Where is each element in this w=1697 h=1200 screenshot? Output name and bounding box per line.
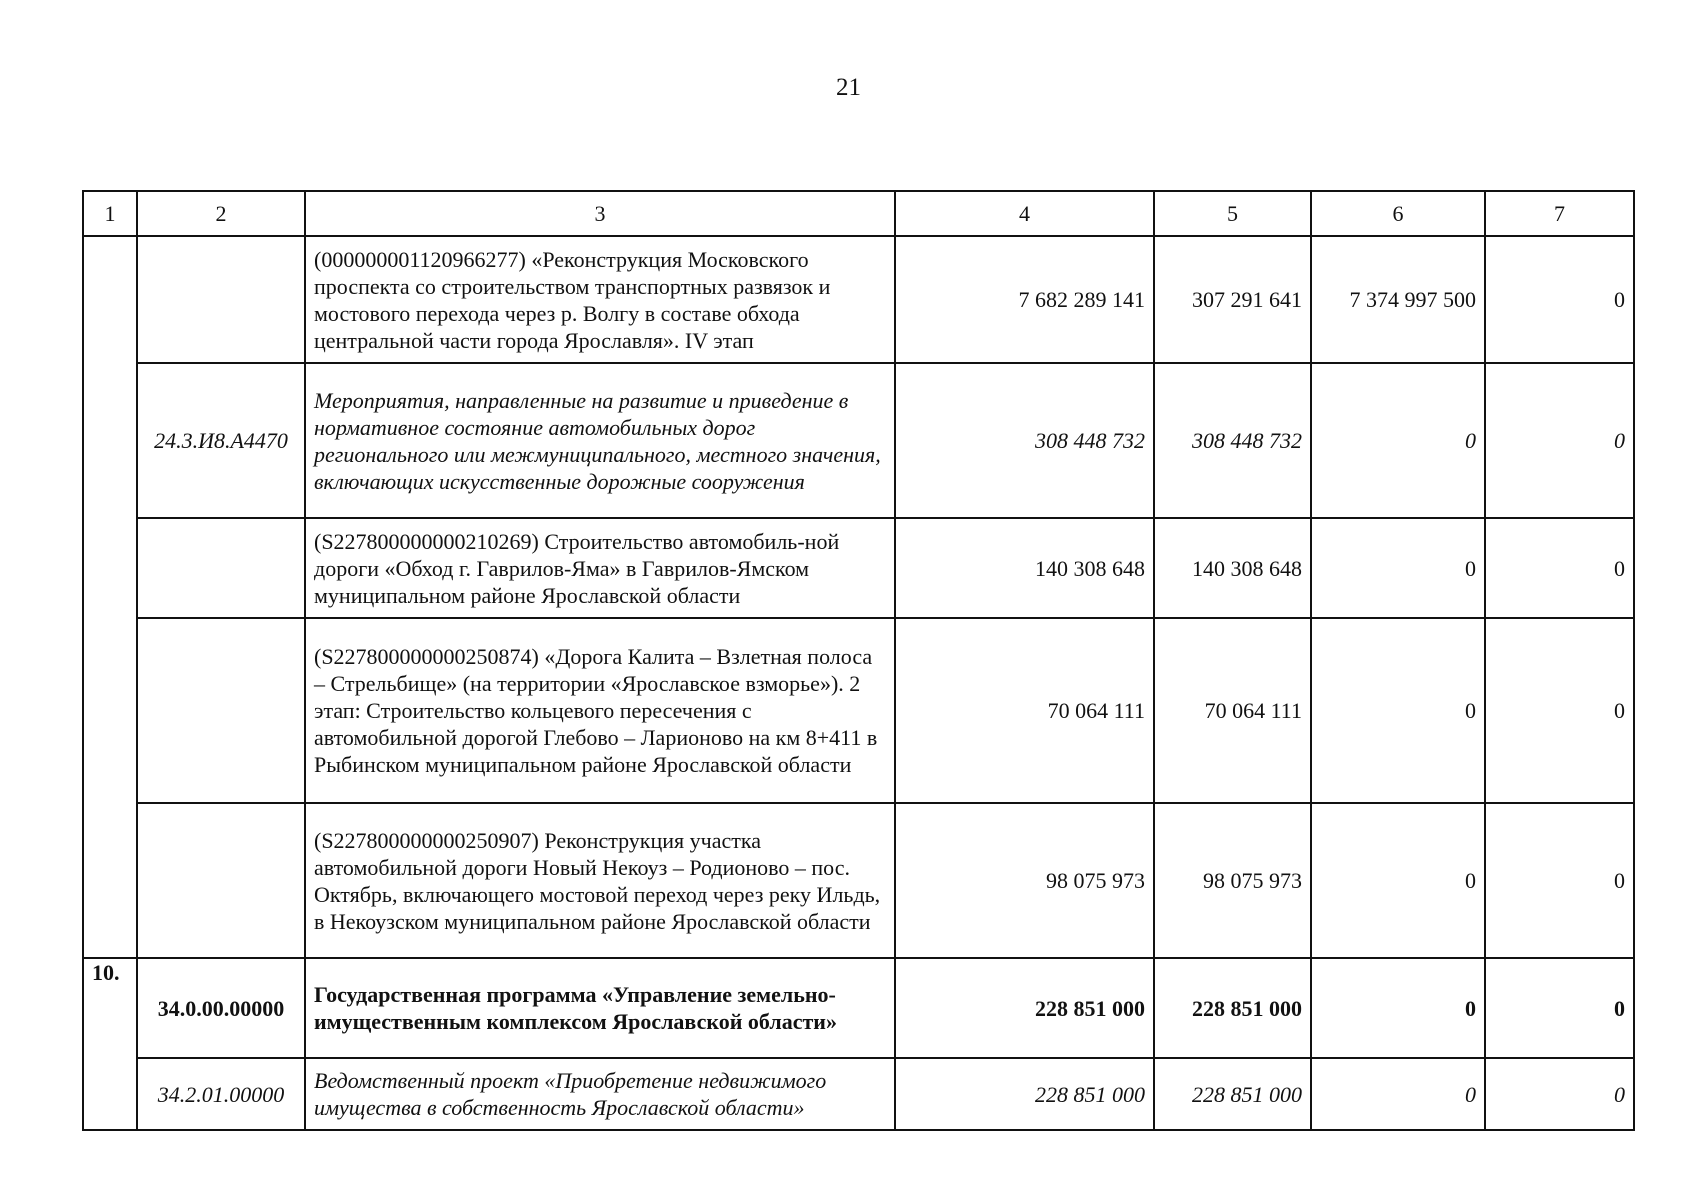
name-cell: Мероприятия, направленные на развитие и приведение в нормативное состояние автомобильных дорог регионального или межмуниципального, местного значения, включающих искусственные дорожные сооружения [305, 363, 895, 518]
col7-cell: 0 [1485, 618, 1634, 803]
col4-cell: 98 075 973 [895, 803, 1154, 958]
name-cell: Ведомственный проект «Приобретение недвижимого имущества в собственность Ярославской области» [305, 1058, 895, 1130]
col6-cell: 0 [1311, 803, 1485, 958]
col7-cell: 0 [1485, 803, 1634, 958]
code-cell: 24.3.И8.А4470 [137, 363, 305, 518]
col6-cell: 0 [1311, 518, 1485, 618]
col7-cell: 0 [1485, 958, 1634, 1058]
column-header-7: 7 [1485, 191, 1634, 236]
column-header-4: 4 [895, 191, 1154, 236]
budget-table [82, 190, 1635, 1131]
row-number-cell [83, 236, 137, 958]
code-cell [137, 236, 305, 363]
col6-cell: 0 [1311, 958, 1485, 1058]
col5-cell: 308 448 732 [1154, 363, 1311, 518]
code-cell: 34.2.01.00000 [137, 1058, 305, 1130]
name-cell: (S227800000000250907) Реконструкция участка автомобильной дороги Новый Некоуз – Родионово – пос. Октябрь, включающего мостовой переход через реку Ильдь, в Некоузском муниципальном районе Ярославской области [305, 803, 895, 958]
code-cell [137, 618, 305, 803]
col5-cell: 307 291 641 [1154, 236, 1311, 363]
code-cell [137, 803, 305, 958]
col5-cell: 228 851 000 [1154, 1058, 1311, 1130]
table-row [83, 1058, 1634, 1130]
column-header-3: 3 [305, 191, 895, 236]
page-number: 21 [836, 74, 861, 101]
table-row [83, 363, 1634, 518]
name-cell: (S227800000000250874) «Дорога Калита – Взлетная полоса – Стрельбище» (на территории «Ярославское взморье»). 2 этап: Строительство кольцевого пересечения с автомобильной дорогой Глебово – Ларионово на км 8+411 в Рыбинском муниципальном районе Ярославской области [305, 618, 895, 803]
col4-cell: 70 064 111 [895, 618, 1154, 803]
col5-cell: 228 851 000 [1154, 958, 1311, 1058]
col5-cell: 140 308 648 [1154, 518, 1311, 618]
col7-cell: 0 [1485, 1058, 1634, 1130]
code-cell: 34.0.00.00000 [137, 958, 305, 1058]
col4-cell: 228 851 000 [895, 958, 1154, 1058]
code-cell [137, 518, 305, 618]
col6-cell: 0 [1311, 363, 1485, 518]
col4-cell: 140 308 648 [895, 518, 1154, 618]
table-row [83, 518, 1634, 618]
column-header-5: 5 [1154, 191, 1311, 236]
col7-cell: 0 [1485, 363, 1634, 518]
column-header-6: 6 [1311, 191, 1485, 236]
col4-cell: 7 682 289 141 [895, 236, 1154, 363]
table-row [83, 236, 1634, 363]
header-row [83, 191, 1634, 236]
col6-cell: 0 [1311, 1058, 1485, 1130]
col4-cell: 228 851 000 [895, 1058, 1154, 1130]
col5-cell: 70 064 111 [1154, 618, 1311, 803]
col7-cell: 0 [1485, 518, 1634, 618]
col6-cell: 7 374 997 500 [1311, 236, 1485, 363]
table-row [83, 958, 1634, 1058]
column-header-2: 2 [137, 191, 305, 236]
row-number-cell: 10. [83, 958, 137, 1130]
col6-cell: 0 [1311, 618, 1485, 803]
table-row [83, 803, 1634, 958]
name-cell: (S227800000000210269) Строительство автомобиль-ной дороги «Обход г. Гаврилов-Яма» в Гаврилов-Ямском муниципальном районе Ярославской области [305, 518, 895, 618]
name-cell: (000000001120966277) «Реконструкция Московского проспекта со строительством транспортных развязок и мостового перехода через р. Волгу в составе обхода центральной части города Ярославля». IV этап [305, 236, 895, 363]
name-cell: Государственная программа «Управление земельно-имущественным комплексом Ярославской области» [305, 958, 895, 1058]
col4-cell: 308 448 732 [895, 363, 1154, 518]
col7-cell: 0 [1485, 236, 1634, 363]
table-row [83, 618, 1634, 803]
column-header-1: 1 [83, 191, 137, 236]
col5-cell: 98 075 973 [1154, 803, 1311, 958]
